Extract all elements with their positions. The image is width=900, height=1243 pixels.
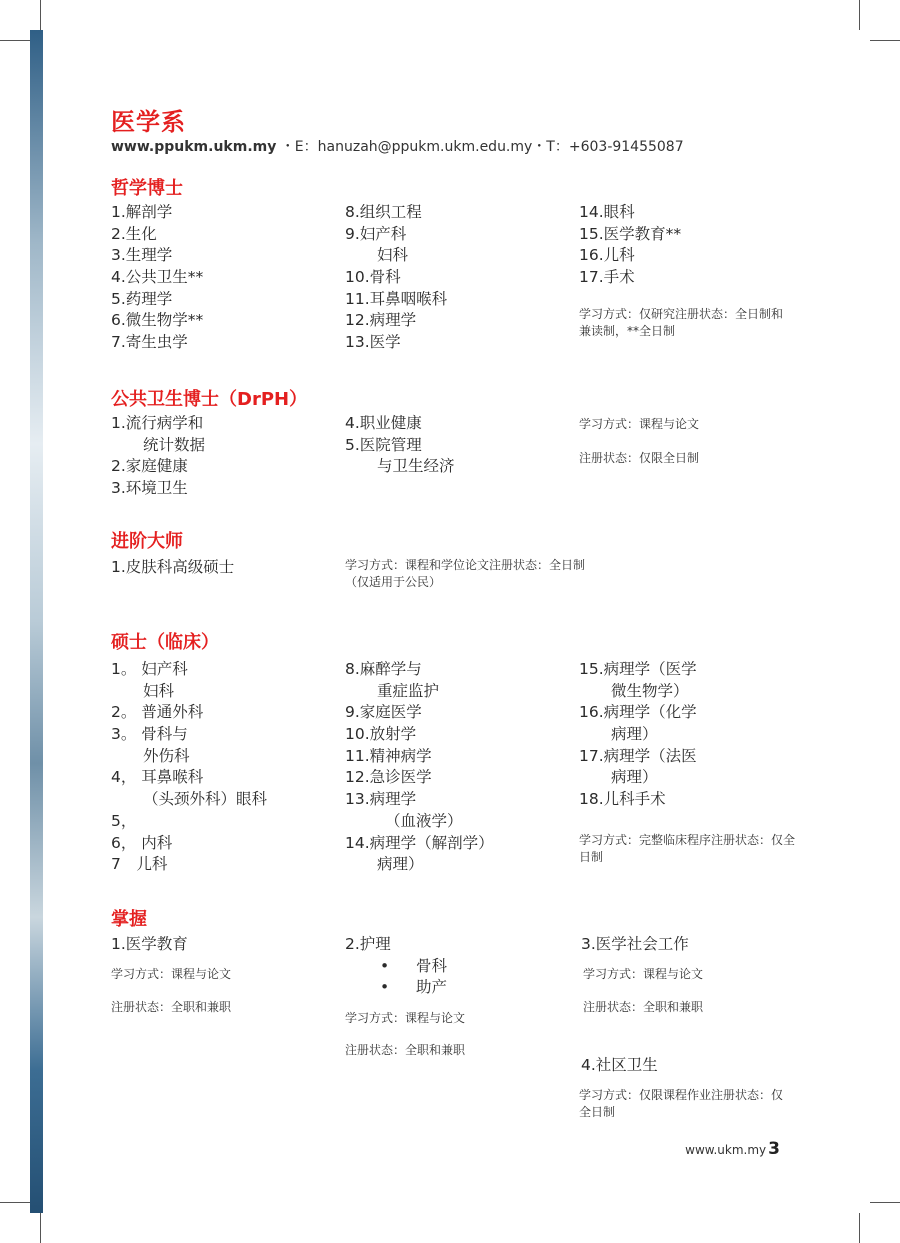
list-item: 16.儿科 (579, 246, 635, 265)
clinical-column-3 (579, 659, 697, 811)
list-item: 18.儿科手术 (579, 790, 666, 809)
page-title: 医学系 (111, 108, 186, 136)
crop-mark (859, 0, 860, 30)
list-item: 2.家庭健康 (111, 457, 188, 476)
list-item: 4.职业健康 (345, 414, 422, 432)
list-item: • 助产 (380, 978, 448, 996)
masters-item-3-title: 3.医学社会工作 (581, 935, 689, 953)
list-item: （头颈外科）眼科 (143, 790, 268, 809)
section-heading-advanced: 进阶大师 (111, 531, 183, 552)
drph-registration: 注册状态：仅限全日制 (579, 451, 700, 465)
website-link[interactable]: www.ppukm.ukm.my (111, 139, 277, 155)
drph-column-2 (345, 413, 455, 478)
list-item: 外伤科 (143, 746, 190, 765)
list-item: 4， 耳鼻喉科 (111, 768, 204, 787)
list-item: 微生物学） (611, 681, 689, 700)
list-item: 11.精神病学 (345, 746, 432, 765)
list-item: 7.寄生虫学 (111, 333, 188, 352)
list-item: 13.病理学 (345, 790, 417, 809)
contact-details: ・E：hanuzah@ppukm.ukm.edu.my・T：+603-91455087 (276, 139, 684, 155)
list-item: 统计数据 (143, 435, 206, 454)
side-image-strip (30, 30, 43, 1213)
list-item: 9.妇产科 (345, 224, 407, 243)
advanced-column-1 (111, 557, 234, 579)
drph-study-mode: 学习方式：课程与论文 (579, 417, 700, 431)
masters-item-3-study-mode: 学习方式：课程与论文 (583, 967, 704, 981)
list-item: 12.急诊医学 (345, 768, 432, 787)
list-item: 13.医学 (345, 333, 401, 352)
list-item: 7 儿科 (111, 855, 168, 874)
list-item: 妇科 (377, 246, 409, 265)
list-item: 6， 内科 (111, 833, 173, 852)
clinical-column-1 (111, 659, 267, 876)
list-item: 9.家庭医学 (345, 703, 422, 722)
list-item: 3。 骨科与 (111, 725, 188, 744)
phd-study-note: 学习方式：仅研究注册状态：全日制和兼读制，**全日制 (579, 307, 784, 338)
list-item: 12.病理学 (345, 311, 417, 330)
list-item: 4.公共卫生** (111, 268, 204, 287)
list-item: 11.耳鼻咽喉科 (345, 289, 448, 308)
crop-mark (0, 1202, 30, 1203)
list-item: 14.病理学（解剖学） (345, 833, 494, 852)
phd-column-3 (579, 202, 681, 289)
phd-column-1 (111, 202, 203, 354)
section-heading-phd: 哲学博士 (111, 178, 183, 199)
section-heading-clinical: 硕士（临床） (111, 632, 219, 653)
crop-mark (0, 40, 30, 41)
contact-line (111, 136, 684, 156)
list-item: 5， (111, 811, 137, 830)
list-item: 15.病理学（医学 (579, 660, 697, 678)
clinical-study-note: 学习方式：完整临床程序注册状态：仅全日制 (579, 833, 796, 864)
list-item: 8.组织工程 (345, 203, 422, 221)
crop-mark (40, 1213, 41, 1243)
footer-website-link[interactable]: www.ukm.my (685, 1143, 767, 1157)
list-item: 与卫生经济 (377, 457, 455, 476)
masters-item-1-study-mode: 学习方式：课程与论文 (111, 967, 232, 981)
list-item: 2。 普通外科 (111, 703, 204, 722)
clinical-column-2 (345, 659, 494, 876)
list-item: 3.生理学 (111, 246, 173, 265)
masters-item-2-study-mode: 学习方式：课程与论文 (345, 1011, 466, 1025)
masters-item-1-registration: 注册状态：全职和兼职 (111, 1000, 232, 1014)
crop-mark (859, 1213, 860, 1243)
list-item: 重症监护 (377, 681, 440, 700)
list-item: 2.生化 (111, 224, 157, 243)
list-item: 妇科 (143, 681, 175, 700)
list-item: 5.药理学 (111, 289, 173, 308)
list-item: 病理） (377, 855, 424, 874)
crop-mark (870, 40, 900, 41)
masters-item-4-title: 4.社区卫生 (581, 1056, 658, 1074)
list-item: 1.解剖学 (111, 203, 173, 221)
list-item: 16.病理学（化学 (579, 703, 697, 722)
list-item: 14.眼科 (579, 203, 635, 221)
list-item: 1.流行病学和 (111, 414, 204, 432)
list-item: 病理） (611, 768, 658, 787)
masters-item-2-title: 2.护理 (345, 935, 391, 953)
page-footer (685, 1139, 780, 1159)
masters-item-2-bullets (380, 956, 447, 998)
list-item: （血液学） (385, 811, 463, 830)
list-item: 6.微生物学** (111, 311, 204, 330)
list-item: 5.医院管理 (345, 435, 422, 454)
masters-item-1-title: 1.医学教育 (111, 935, 188, 953)
list-item: 1.皮肤科高级硕士 (111, 558, 235, 576)
crop-mark (870, 1202, 900, 1203)
list-item: 10.骨科 (345, 268, 401, 287)
section-heading-masters: 掌握 (111, 909, 147, 930)
masters-item-4-study-note: 学习方式：仅限课程作业注册状态：仅全日制 (579, 1088, 784, 1119)
list-item: 15.医学教育** (579, 224, 682, 243)
section-heading-drph: 公共卫生博士（DrPH） (111, 389, 308, 410)
list-item: 3.环境卫生 (111, 479, 188, 498)
list-item: 10.放射学 (345, 725, 417, 744)
list-item: 1。 妇产科 (111, 660, 188, 678)
advanced-study-note: 学习方式：课程和学位论文注册状态：全日制（仅适用于公民） (345, 558, 586, 589)
list-item: 病理） (611, 725, 658, 744)
masters-item-2-registration: 注册状态：全职和兼职 (345, 1043, 466, 1057)
masters-item-3-registration: 注册状态：全职和兼职 (583, 1000, 704, 1014)
phd-column-2 (345, 202, 447, 354)
list-item: • 骨科 (380, 957, 448, 975)
list-item: 8.麻醉学与 (345, 660, 422, 678)
drph-column-1 (111, 413, 205, 500)
list-item: 17.手术 (579, 268, 635, 287)
page-number: 3 (768, 1139, 780, 1159)
list-item: 17.病理学（法医 (579, 746, 697, 765)
crop-mark (40, 0, 41, 30)
